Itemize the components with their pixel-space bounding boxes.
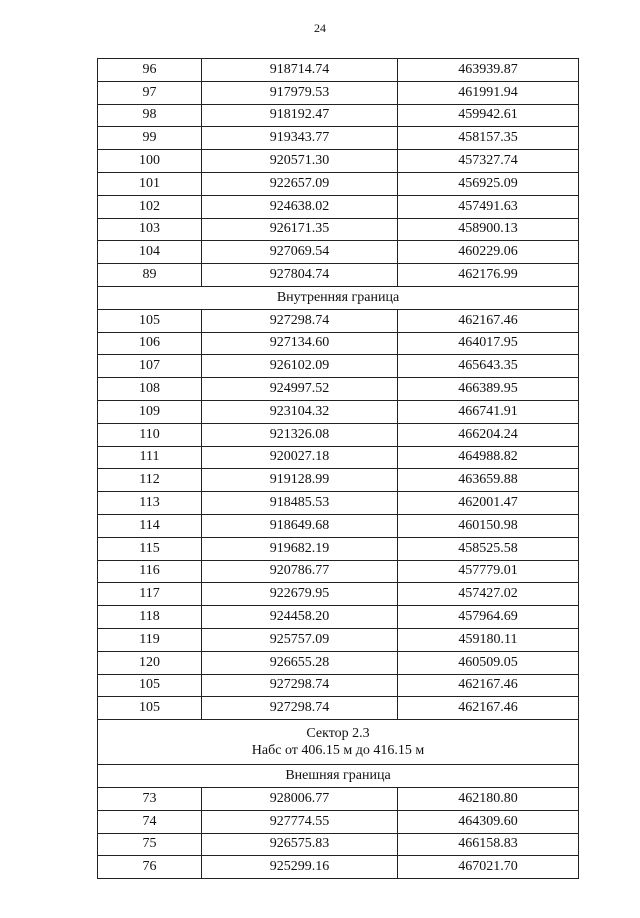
y-coordinate-cell: 457327.74 <box>398 150 579 173</box>
table-row <box>98 127 579 150</box>
point-number-cell: 111 <box>98 446 202 469</box>
x-coordinate-cell: 924458.20 <box>202 606 398 629</box>
table-row <box>98 81 579 104</box>
y-coordinate-cell: 460150.98 <box>398 514 579 537</box>
x-coordinate-cell: 922657.09 <box>202 172 398 195</box>
x-coordinate-cell: 924997.52 <box>202 378 398 401</box>
y-coordinate-cell: 464988.82 <box>398 446 579 469</box>
table-row <box>98 172 579 195</box>
y-coordinate-cell: 462167.46 <box>398 674 579 697</box>
point-number-cell: 105 <box>98 674 202 697</box>
table-row <box>98 492 579 515</box>
point-number-cell: 112 <box>98 469 202 492</box>
point-number-cell: 74 <box>98 810 202 833</box>
y-coordinate-cell: 462167.46 <box>398 697 579 720</box>
x-coordinate-cell: 927298.74 <box>202 309 398 332</box>
table-row <box>98 651 579 674</box>
y-coordinate-cell: 462001.47 <box>398 492 579 515</box>
y-coordinate-cell: 460229.06 <box>398 241 579 264</box>
table-row <box>98 810 579 833</box>
sector-heading <box>98 720 579 765</box>
sector-altitude-range: Набс от 406.15 м до 416.15 м <box>251 743 425 759</box>
x-coordinate-cell: 926102.09 <box>202 355 398 378</box>
y-coordinate-cell: 466389.95 <box>398 378 579 401</box>
table-row <box>98 469 579 492</box>
point-number-cell: 119 <box>98 628 202 651</box>
table-row <box>98 355 579 378</box>
point-number-cell: 115 <box>98 537 202 560</box>
point-number-cell: 120 <box>98 651 202 674</box>
table-row <box>98 59 579 82</box>
y-coordinate-cell: 457964.69 <box>398 606 579 629</box>
x-coordinate-cell: 926575.83 <box>202 833 398 856</box>
y-coordinate-cell: 460509.05 <box>398 651 579 674</box>
point-number-cell: 109 <box>98 400 202 423</box>
x-coordinate-cell: 919128.99 <box>202 469 398 492</box>
x-coordinate-cell: 917979.53 <box>202 81 398 104</box>
x-coordinate-cell: 927298.74 <box>202 674 398 697</box>
point-number-cell: 106 <box>98 332 202 355</box>
x-coordinate-cell: 926171.35 <box>202 218 398 241</box>
y-coordinate-cell: 461991.94 <box>398 81 579 104</box>
table-row <box>98 628 579 651</box>
table-row <box>98 583 579 606</box>
table-row <box>98 309 579 332</box>
table-row <box>98 241 579 264</box>
y-coordinate-cell: 466204.24 <box>398 423 579 446</box>
point-number-cell: 113 <box>98 492 202 515</box>
table-row <box>98 514 579 537</box>
point-number-cell: 105 <box>98 697 202 720</box>
y-coordinate-cell: 467021.70 <box>398 856 579 879</box>
sector-title: Сектор 2.3 <box>306 726 370 742</box>
point-number-cell: 75 <box>98 833 202 856</box>
point-number-cell: 101 <box>98 172 202 195</box>
y-coordinate-cell: 457779.01 <box>398 560 579 583</box>
table-row <box>98 104 579 127</box>
x-coordinate-cell: 925757.09 <box>202 628 398 651</box>
point-number-cell: 116 <box>98 560 202 583</box>
point-number-cell: 105 <box>98 309 202 332</box>
x-coordinate-cell: 925299.16 <box>202 856 398 879</box>
point-number-cell: 118 <box>98 606 202 629</box>
x-coordinate-cell: 920571.30 <box>202 150 398 173</box>
point-number-cell: 97 <box>98 81 202 104</box>
point-number-cell: 107 <box>98 355 202 378</box>
table-row <box>98 560 579 583</box>
x-coordinate-cell: 918485.53 <box>202 492 398 515</box>
point-number-cell: 73 <box>98 787 202 810</box>
point-number-cell: 102 <box>98 195 202 218</box>
y-coordinate-cell: 459180.11 <box>398 628 579 651</box>
x-coordinate-cell: 924638.02 <box>202 195 398 218</box>
x-coordinate-cell: 920027.18 <box>202 446 398 469</box>
y-coordinate-cell: 459942.61 <box>398 104 579 127</box>
table-row <box>98 856 579 879</box>
x-coordinate-cell: 918649.68 <box>202 514 398 537</box>
y-coordinate-cell: 464017.95 <box>398 332 579 355</box>
table-row <box>98 218 579 241</box>
x-coordinate-cell: 923104.32 <box>202 400 398 423</box>
boundary-heading-row <box>98 286 579 309</box>
x-coordinate-cell: 927298.74 <box>202 697 398 720</box>
table-row <box>98 264 579 287</box>
table-row <box>98 697 579 720</box>
point-number-cell: 99 <box>98 127 202 150</box>
table-row <box>98 833 579 856</box>
y-coordinate-cell: 462180.80 <box>398 787 579 810</box>
y-coordinate-cell: 456925.09 <box>398 172 579 195</box>
y-coordinate-cell: 464309.60 <box>398 810 579 833</box>
x-coordinate-cell: 928006.77 <box>202 787 398 810</box>
y-coordinate-cell: 458900.13 <box>398 218 579 241</box>
y-coordinate-cell: 463939.87 <box>398 59 579 82</box>
point-number-cell: 98 <box>98 104 202 127</box>
table-row <box>98 195 579 218</box>
y-coordinate-cell: 458525.58 <box>398 537 579 560</box>
boundary-heading: Внешняя граница <box>98 765 579 788</box>
table-row <box>98 332 579 355</box>
table-row <box>98 423 579 446</box>
x-coordinate-cell: 926655.28 <box>202 651 398 674</box>
point-number-cell: 104 <box>98 241 202 264</box>
point-number-cell: 114 <box>98 514 202 537</box>
x-coordinate-cell: 927134.60 <box>202 332 398 355</box>
x-coordinate-cell: 927804.74 <box>202 264 398 287</box>
boundary-heading: Внутренняя граница <box>98 286 579 309</box>
point-number-cell: 100 <box>98 150 202 173</box>
point-number-cell: 89 <box>98 264 202 287</box>
x-coordinate-cell: 922679.95 <box>202 583 398 606</box>
y-coordinate-cell: 462167.46 <box>398 309 579 332</box>
table-row <box>98 446 579 469</box>
y-coordinate-cell: 465643.35 <box>398 355 579 378</box>
sector-heading-row <box>98 720 579 765</box>
table-row <box>98 400 579 423</box>
y-coordinate-cell: 466158.83 <box>398 833 579 856</box>
coordinates-table <box>97 58 579 879</box>
x-coordinate-cell: 921326.08 <box>202 423 398 446</box>
point-number-cell: 117 <box>98 583 202 606</box>
point-number-cell: 76 <box>98 856 202 879</box>
y-coordinate-cell: 457491.63 <box>398 195 579 218</box>
point-number-cell: 110 <box>98 423 202 446</box>
table-row <box>98 606 579 629</box>
y-coordinate-cell: 463659.88 <box>398 469 579 492</box>
y-coordinate-cell: 466741.91 <box>398 400 579 423</box>
table-row <box>98 378 579 401</box>
point-number-cell: 96 <box>98 59 202 82</box>
coordinates-table-body <box>98 59 579 879</box>
page-number: 24 <box>314 21 326 35</box>
y-coordinate-cell: 462176.99 <box>398 264 579 287</box>
y-coordinate-cell: 458157.35 <box>398 127 579 150</box>
table-row <box>98 150 579 173</box>
table-row <box>98 674 579 697</box>
table-row <box>98 787 579 810</box>
x-coordinate-cell: 918714.74 <box>202 59 398 82</box>
x-coordinate-cell: 927069.54 <box>202 241 398 264</box>
point-number-cell: 103 <box>98 218 202 241</box>
point-number-cell: 108 <box>98 378 202 401</box>
boundary-heading-row <box>98 765 579 788</box>
x-coordinate-cell: 919343.77 <box>202 127 398 150</box>
x-coordinate-cell: 920786.77 <box>202 560 398 583</box>
table-row <box>98 537 579 560</box>
y-coordinate-cell: 457427.02 <box>398 583 579 606</box>
x-coordinate-cell: 919682.19 <box>202 537 398 560</box>
x-coordinate-cell: 927774.55 <box>202 810 398 833</box>
x-coordinate-cell: 918192.47 <box>202 104 398 127</box>
